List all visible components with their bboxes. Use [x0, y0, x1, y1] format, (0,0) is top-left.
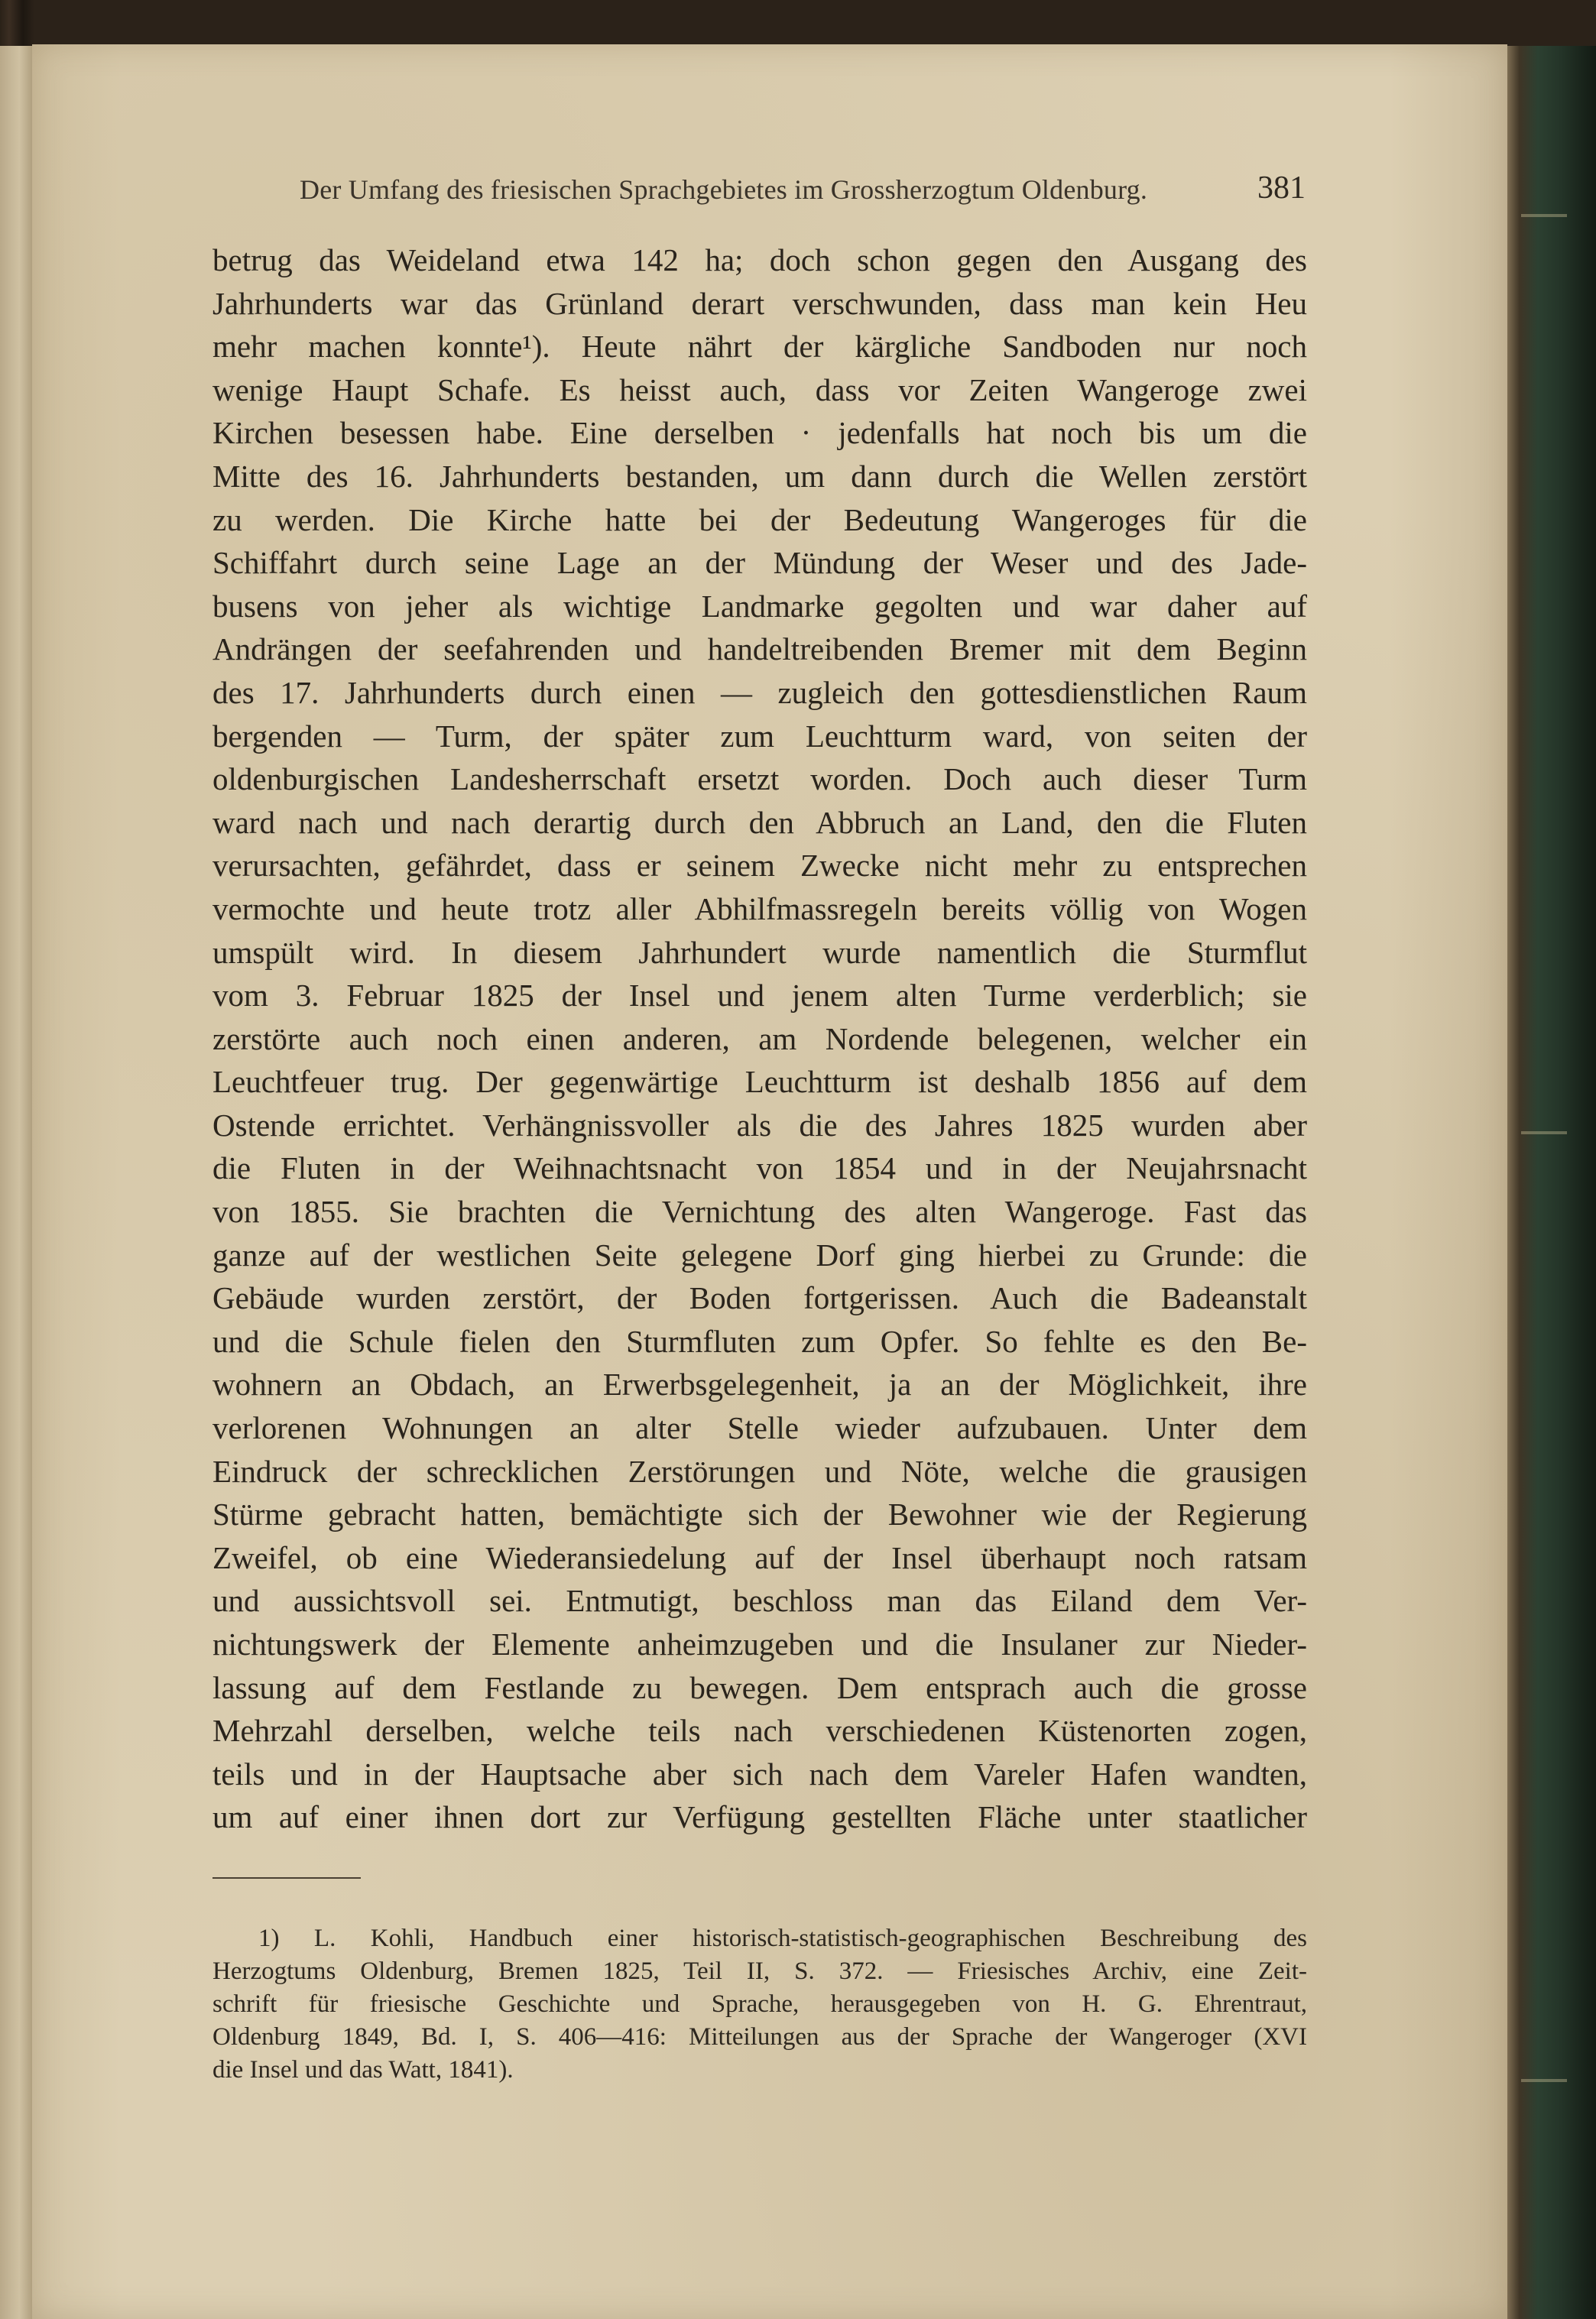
body-line: des 17. Jahrhunderts durch einen — zugleich den gottesdienstlichen Raum	[212, 674, 1307, 710]
body-line: oldenburgischen Landesherrschaft ersetzt worden. Doch auch dieser Turm	[212, 761, 1307, 797]
body-line: vom 3. Februar 1825 der Insel und jenem alten Turme verderblich; sie	[212, 978, 1307, 1014]
body-line: Jahrhunderts war das Grünland derart verschwunden, dass man kein Heu	[212, 285, 1307, 321]
body-line: bergenden — Turm, der später zum Leuchtturm ward, von seiten der	[212, 718, 1307, 754]
footnote-line: die Insel und das Watt, 1841).	[212, 2056, 514, 2084]
body-line: mehr machen konnte¹). Heute nährt der kärgliche Sandboden nur noch	[212, 329, 1307, 365]
body-line: Gebäude wurden zerstört, der Boden fortgerissen. Auch die Badeanstalt	[212, 1280, 1307, 1316]
body-line: wohnern an Obdach, an Erwerbsgelegenheit, ja an der Möglichkeit, ihre	[212, 1367, 1307, 1403]
body-line: nichtungswerk der Elemente anheimzugeben und die Insulaner zur Nieder-	[212, 1627, 1307, 1662]
body-line: Stürme gebracht hatten, bemächtigte sich der Bewohner wie der Regierung	[212, 1497, 1307, 1532]
body-line: zu werden. Die Kirche hatte bei der Bedeutung Wangeroges für die	[212, 501, 1307, 537]
spine-band	[1521, 1131, 1567, 1134]
body-line: und die Schule fielen den Sturmfluten zum Opfer. So fehlte es den Be-	[212, 1323, 1307, 1359]
page-number: 381	[1257, 170, 1306, 206]
body-line: lassung auf dem Festlande zu bewegen. Dem entsprach auch die grosse	[212, 1669, 1307, 1705]
body-text	[212, 238, 1307, 1839]
body-line: vermochte und heute trotz aller Abhilfmassregeln bereits völlig von Wogen	[212, 890, 1307, 926]
body-line: um auf einer ihnen dort zur Verfügung gestellten Fläche unter staatlicher	[212, 1799, 1307, 1835]
body-line: ganze auf der westlichen Seite gelegene Dorf ging hierbei zu Grunde: die	[212, 1237, 1307, 1273]
body-line: teils und in der Hauptsache aber sich nach dem Vareler Hafen wandten,	[212, 1756, 1307, 1792]
body-line: zerstörte auch noch einen anderen, am Nordende belegenen, welcher ein	[212, 1020, 1307, 1056]
body-line: Kirchen besessen habe. Eine derselben · jedenfalls hat noch bis um die	[212, 415, 1307, 451]
body-line: ward nach und nach derartig durch den Abbruch an Land, den die Fluten	[212, 804, 1307, 840]
footnote-line: 1) L. Kohli, Handbuch einer historisch-statistisch-geographischen Beschreibung des	[258, 1925, 1307, 1952]
body-line: verursachten, gefährdet, dass er seinem Zwecke nicht mehr zu entsprechen	[212, 848, 1307, 884]
body-line: die Fluten in der Weihnachtsnacht von 1854 und in der Neujahrsnacht	[212, 1150, 1307, 1186]
body-line: umspült wird. In diesem Jahrhundert wurde namentlich die Sturmflut	[212, 934, 1307, 970]
spine-band	[1521, 2079, 1567, 2082]
left-page-edge	[0, 46, 35, 2319]
spine-band	[1521, 214, 1567, 217]
body-line: Eindruck der schrecklichen Zerstörungen und Nöte, welche die grausigen	[212, 1453, 1307, 1489]
body-line: und aussichtsvoll sei. Entmutigt, beschloss man das Eiland dem Ver-	[212, 1583, 1307, 1619]
body-line: Mitte des 16. Jahrhunderts bestanden, um dann durch die Wellen zerstört	[212, 458, 1307, 494]
body-line: von 1855. Sie brachten die Vernichtung des alten Wangeroge. Fast das	[212, 1194, 1307, 1230]
body-line: busens von jeher als wichtige Landmarke gegolten und war daher auf	[212, 588, 1307, 624]
footnote-line: Herzogtums Oldenburg, Bremen 1825, Teil II, S. 372. — Friesisches Archiv, eine Zeit-	[212, 1957, 1307, 1985]
body-line: Zweifel, ob eine Wiederansiedelung auf der Insel überhaupt noch ratsam	[212, 1539, 1307, 1575]
body-line: verlorenen Wohnungen an alter Stelle wieder aufzubauen. Unter dem	[212, 1410, 1307, 1446]
body-line: Schiffahrt durch seine Lage an der Mündung der Weser und des Jade-	[212, 545, 1307, 581]
footnote-rule	[212, 1877, 361, 1879]
book-spine	[1507, 46, 1596, 2319]
footnote-line: schrift für friesische Geschichte und Sprache, herausgegeben von H. G. Ehrentraut,	[212, 1990, 1307, 2018]
body-line: Andrängen der seefahrenden und handeltreibenden Bremer mit dem Beginn	[212, 631, 1307, 667]
running-header: Der Umfang des friesischen Sprachgebietes im Grossherzogtum Oldenburg.	[300, 174, 1148, 205]
body-line: betrug das Weideland etwa 142 ha; doch schon gegen den Ausgang des	[212, 242, 1307, 277]
body-line: Leuchtfeuer trug. Der gegenwärtige Leuchtturm ist deshalb 1856 auf dem	[212, 1064, 1307, 1100]
body-line: wenige Haupt Schafe. Es heisst auch, dass vor Zeiten Wangeroge zwei	[212, 371, 1307, 407]
footnote	[212, 1922, 1307, 2087]
footnote-line: Oldenburg 1849, Bd. I, S. 406—416: Mitteilungen aus der Sprache der Wangeroger (XVI	[212, 2023, 1307, 2051]
body-line: Ostende errichtet. Verhängnissvoller als die des Jahres 1825 wurden aber	[212, 1107, 1307, 1143]
body-line: Mehrzahl derselben, welche teils nach verschiedenen Küstenorten zogen,	[212, 1713, 1307, 1749]
